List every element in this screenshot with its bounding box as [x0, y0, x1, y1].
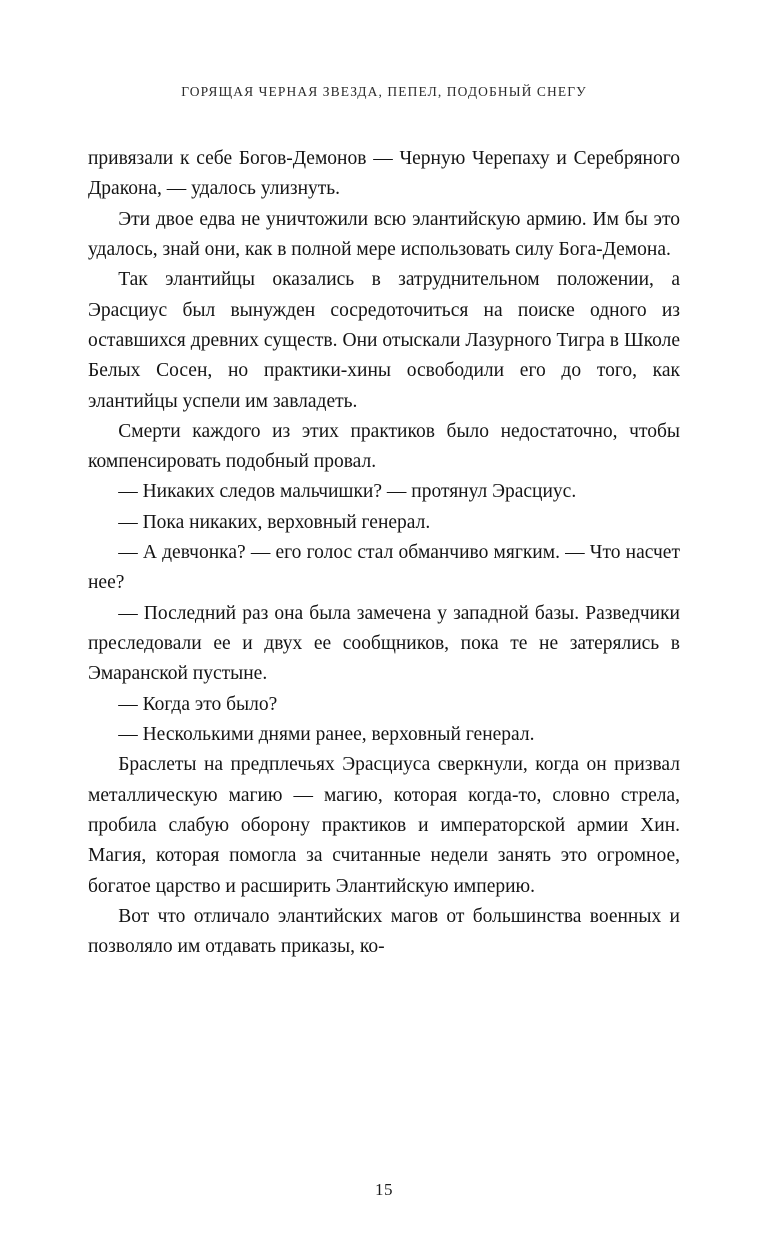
paragraph: Эти двое едва не уничтожили всю элантийскую армию. Им бы это удалось, знай они, как в полной мере использовать силу Бога-Демона. [88, 208, 680, 260]
paragraph: — Несколькими днями ранее, верховный генерал. [118, 723, 535, 745]
paragraph: Так элантийцы оказались в затруднительном положении, а Эрасциус был вынужден сосредоточиться на поиске одного из оставшихся древних существ. Они отыскали Лазурного Тигра в Школе Белых Сосен, но практики-хины освободили его до того, как элантийцы успели им завладеть. [88, 269, 680, 412]
paragraph: — Последний раз она была замечена у западной базы. Разведчики преследовали ее и двух ее сообщников, пока те не затерялись в Эмаранской пустыне. [88, 602, 680, 685]
paragraph: Вот что отличало элантийских магов от большинства военных и позволяло им отдавать приказы, ко- [88, 905, 680, 958]
paragraph: Браслеты на предплечьях Эрасциуса сверкнули, когда он призвал металлическую магию — магию, которая когда-то, словно стрела, пробила слабую оборону практиков и императорской армии Хин. Магия, которая помогла за считанные недели занять это огромное, богатое царство и расширить Элантийскую империю. [88, 754, 680, 897]
running-head: ГОРЯЩАЯ ЧЕРНАЯ ЗВЕЗДА, ПЕПЕЛ, ПОДОБНЫЙ СНЕГУ [181, 84, 587, 99]
paragraph: — Никаких следов мальчишки? — протянул Эрасциус. [118, 481, 577, 503]
paragraph: — Пока никаких, верховный генерал. [118, 511, 431, 533]
page-number: 15 [375, 1180, 393, 1199]
body-text [88, 144, 680, 1150]
paragraph: привязали к себе Богов-Демонов — Черную Черепаху и Серебряного Дракона, — удалось улизнуть. [88, 148, 680, 200]
paragraph: Смерти каждого из этих практиков было недостаточно, чтобы компенсировать подобный провал. [88, 420, 680, 473]
paragraph: — Когда это было? [118, 693, 278, 715]
paragraph: — А девчонка? — его голос стал обманчиво мягким. — Что насчет нее? [88, 542, 680, 594]
